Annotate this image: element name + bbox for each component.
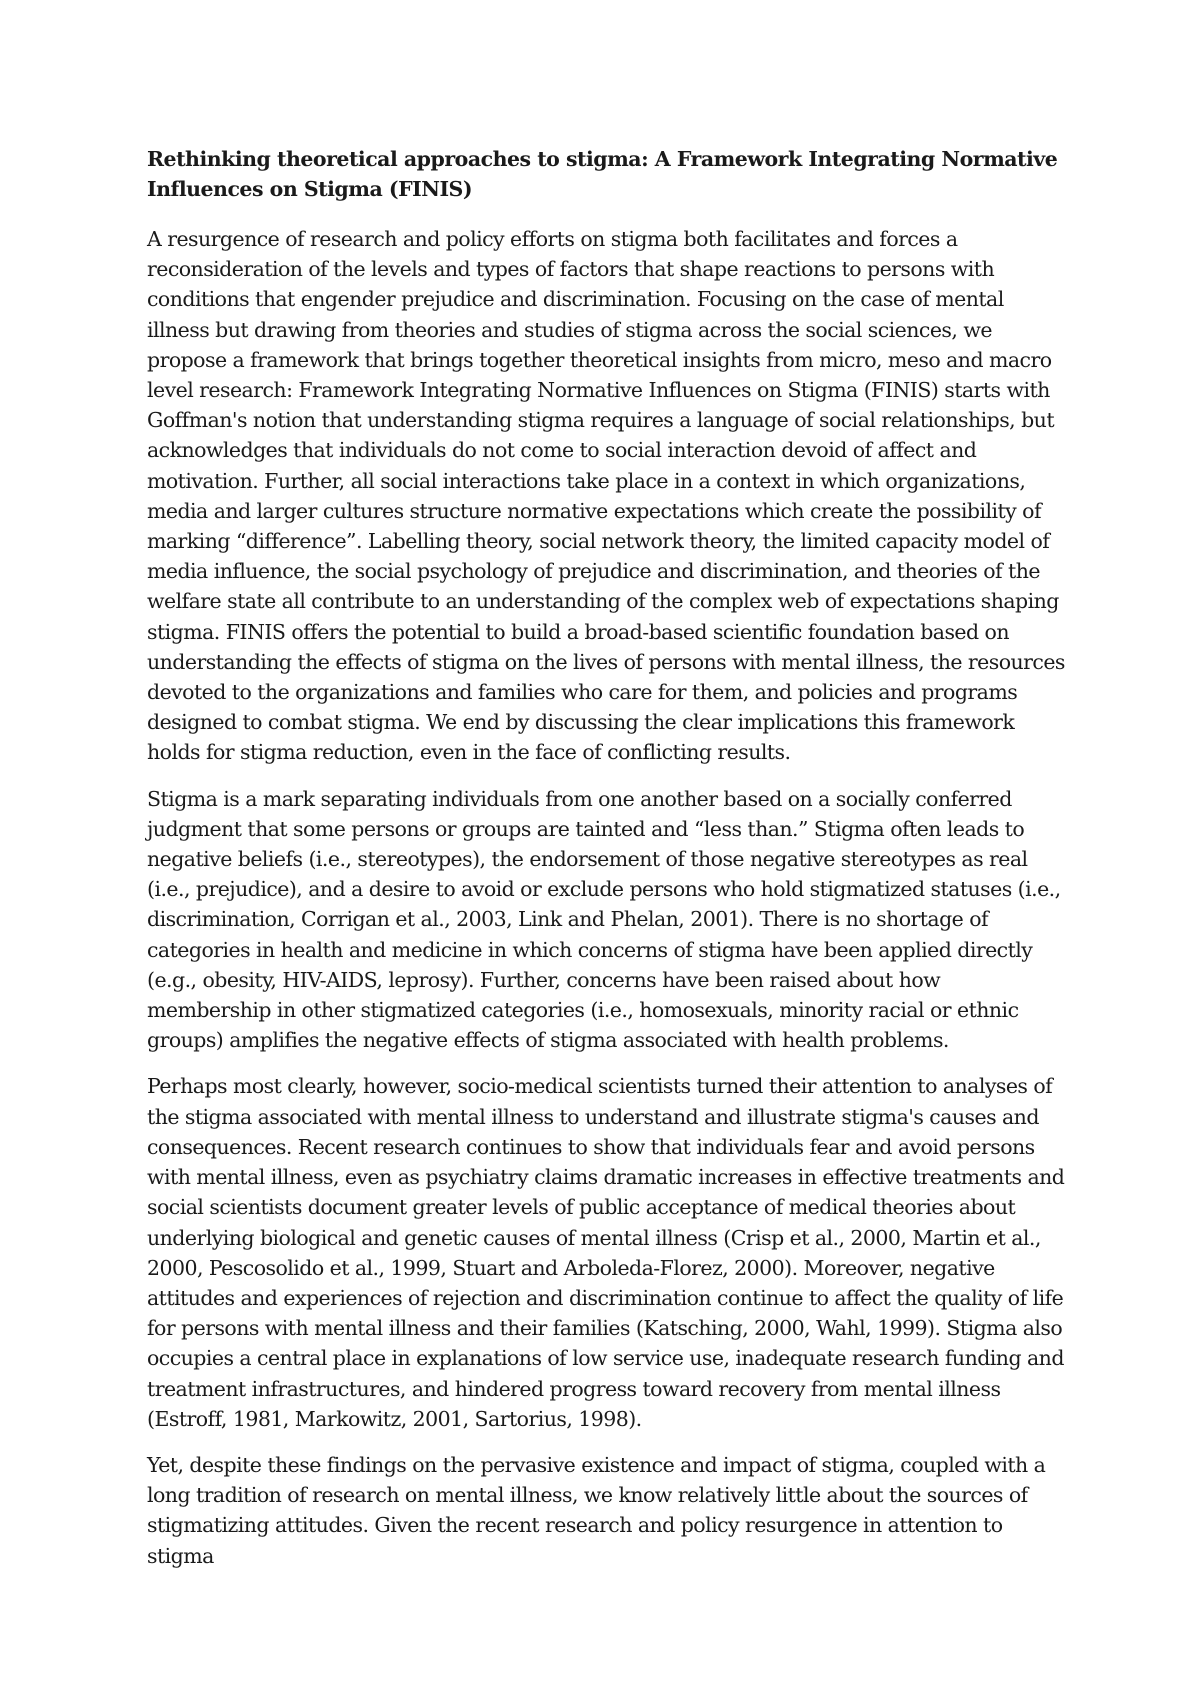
body-paragraph: Stigma is a mark separating individuals from one another based on a socially conferred judgment that some persons or groups are tainted and “less than.” Stigma often leads to negative beliefs (i.e., stereotypes), the endorsement of those negative stereotypes as real (i.e., prejudice), and a desire to avoid or exclude persons who hold stigmatized statuses (i.e., discrimination, Corrigan et al., 2003, Link and Phelan, 2001). There is no shortage of categories in health and medicine in which concerns of stigma have been applied directly (e.g., obesity, HIV-AIDS, leprosy). Further, concerns have been raised about how membership in other stigmatized categories (i.e., homosexuals, minority racial or ethnic groups) amplifies the negative effects of stigma associated with health problems. — [147, 786, 1061, 1053]
document-title: Rethinking theoretical approaches to stigma: A Framework Integrating Normative Influences on Stigma (FINIS) — [147, 147, 1058, 201]
body-paragraph: Yet, despite these findings on the pervasive existence and impact of stigma, coupled with a long tradition of research on mental illness, we know relatively little about the sources of stigmatizing attitudes. Given the recent research and policy resurgence in attention to stigma — [147, 1452, 1046, 1568]
abstract-paragraph: A resurgence of research and policy efforts on stigma both facilitates and forces a reconsideration of the levels and types of factors that shape reactions to persons with conditions that engender prejudice and discrimination. Focusing on the case of mental illness but drawing from theories and studies of stigma across the social sciences, we propose a framework that brings together theoretical insights from micro, meso and macro level research: Framework Integrating Normative Influences on Stigma (FINIS) starts with Goffman's notion that understanding stigma requires a language of social relationships, but acknowledges that individuals do not come to social interaction devoid of affect and motivation. Further, all social interactions take place in a context in which organizations, media and larger cultures structure normative expectations which create the possibility of marking “difference”. Labelling theory, social network theory, the limited capacity model of media influence, the social psychology of prejudice and discrimination, and theories of the welfare state all contribute to an understanding of the complex web of expectations shaping stigma. FINIS offers the potential to build a broad-based scientific foundation based on understanding the effects of stigma on the lives of persons with mental illness, the resources devoted to the organizations and families who care for them, and policies and programs designed to combat stigma. We end by discussing the clear implications this framework holds for stigma reduction, even in the face of conflicting results. — [147, 227, 1065, 765]
document-body — [147, 144, 1067, 1587]
body-paragraph: Perhaps most clearly, however, socio-medical scientists turned their attention to analyses of the stigma associated with mental illness to understand and illustrate stigma's causes and consequences. Recent research continues to show that individuals fear and avoid persons with mental illness, even as psychiatry claims dramatic increases in effective treatments and social scientists document greater levels of public acceptance of medical theories about underlying biological and genetic causes of mental illness (Crisp et al., 2000, Martin et al., 2000, Pescosolido et al., 1999, Stuart and Arboleda-Florez, 2000). Moreover, negative attitudes and experiences of rejection and discrimination continue to affect the quality of life for persons with mental illness and their families (Katsching, 2000, Wahl, 1999). Stigma also occupies a central place in explanations of low service use, inadequate research funding and treatment infrastructures, and hindered progress toward recovery from mental illness (Estroff, 1981, Markowitz, 2001, Sartorius, 1998). — [147, 1074, 1065, 1431]
